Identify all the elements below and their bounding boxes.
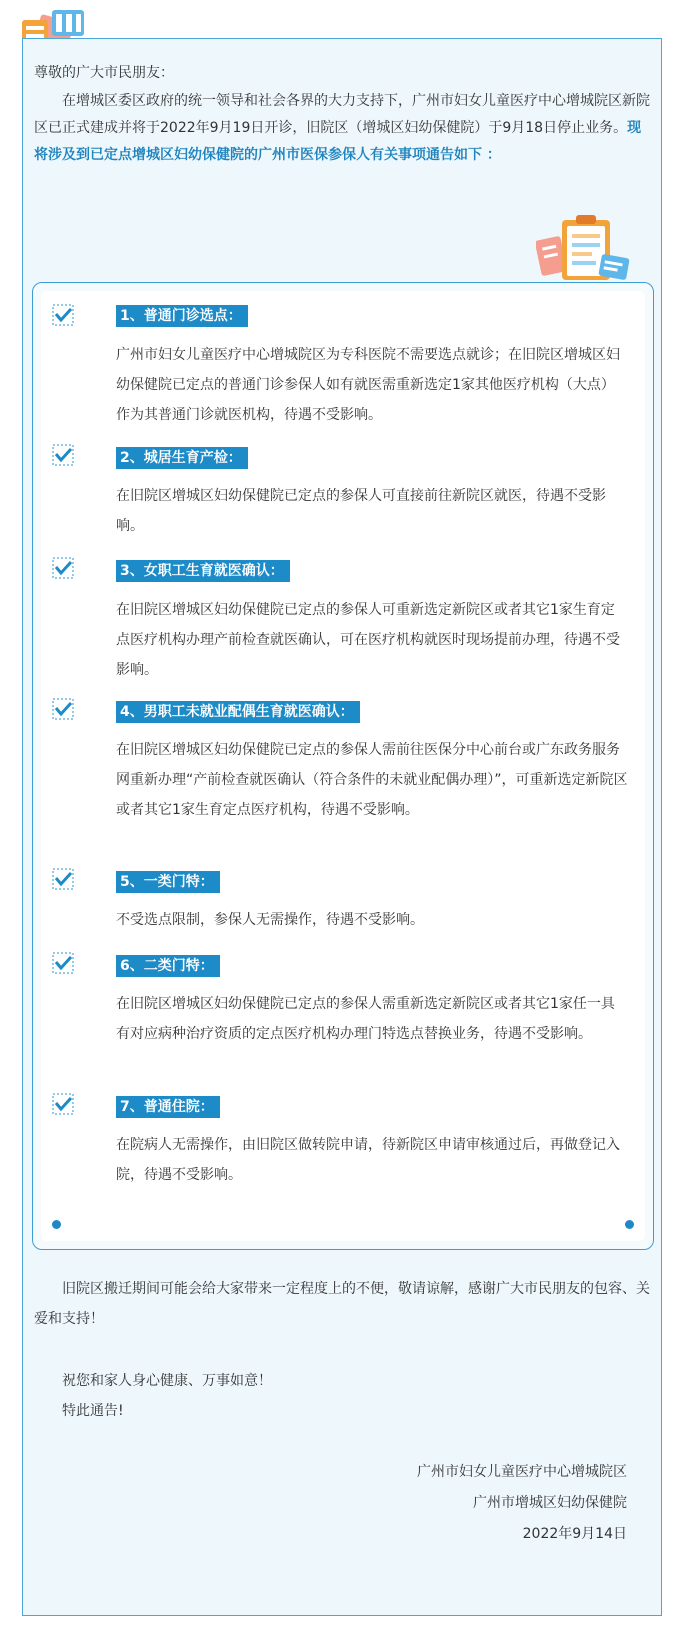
section-title-3: 3、女职工生育就医确认：: [116, 560, 290, 582]
section-title-1: 1、普通门诊选点：: [116, 305, 248, 327]
signature-date: 2022年9月14日: [522, 1526, 627, 1542]
section-title-7: 7、普通住院：: [116, 1096, 220, 1118]
section-body-4: 在旧院区增城区妇幼保健院已定点的参保人需前往医保分中心前台或广东政务服务网重新办理“产前检查就医确认（符合条件的未就业配偶办理）”，可重新选定新院区或者其它1家生育定点医疗机构，待遇不受影响。: [116, 742, 628, 818]
intro-paragraph: [34, 88, 654, 169]
check-icon: [52, 557, 74, 579]
section-title-6: 6、二类门特：: [116, 955, 220, 977]
check-icon: [52, 698, 74, 720]
dot-right: [625, 1220, 634, 1229]
check-icon: [52, 304, 74, 326]
section-title-5: 5、一类门特：: [116, 871, 220, 893]
section-title-2: 2、城居生育产检：: [116, 447, 248, 469]
section-body-7: 在院病人无需操作，由旧院区做转院申请，待新院区申请审核通过后，再做登记入院，待遇不受影响。: [116, 1137, 620, 1183]
intro-highlight: 现将涉及到已定点增城区妇幼保健院的广州市医保参保人有关事项通告如下 ：: [34, 120, 642, 163]
check-icon: [52, 1093, 74, 1115]
section-body-5: 不受选点限制，参保人无需操作，待遇不受影响。: [116, 912, 424, 928]
signature-hospital: 广州市妇女儿童医疗中心增城院区: [417, 1464, 627, 1480]
wish-line-2: 特此通告!: [62, 1403, 124, 1419]
check-icon: [52, 444, 74, 466]
signature-institute: 广州市增城区妇幼保健院: [473, 1495, 627, 1511]
check-icon: [52, 952, 74, 974]
greeting: 尊敬的广大市民朋友：: [34, 65, 174, 81]
section-title-4: 4、男职工未就业配偶生育就医确认：: [116, 701, 360, 723]
check-icon: [52, 868, 74, 890]
section-body-6: 在旧院区增城区妇幼保健院已定点的参保人需重新选定新院区或者其它1家任一具有对应病种治疗资质的定点医疗机构办理门特选点替换业务，待遇不受影响。: [116, 996, 615, 1042]
wish-line-1: 祝您和家人身心健康、万事如意！: [62, 1373, 272, 1389]
section-body-3: 在旧院区增城区妇幼保健院已定点的参保人可重新选定新院区或者其它1家生育定点医疗机构办理产前检查就医确认，可在医疗机构就医时现场提前办理，待遇不受影响。: [116, 602, 620, 678]
dot-left: [52, 1220, 61, 1229]
closing-paragraph: 旧院区搬迁期间可能会给大家带来一定程度上的不便，敬请谅解，感谢广大市民朋友的包容、关爱和支持！: [34, 1281, 650, 1327]
section-body-2: 在旧院区增城区妇幼保健院已定点的参保人可直接前往新院区就医，待遇不受影响。: [116, 488, 606, 534]
intro-text: 在增城区委区政府的统一领导和社会各界的大力支持下，广州市妇女儿童医疗中心增城院区新院区已正式建成并将于2022年9月19日开诊，旧院区（增城区妇幼保健院）于9月18日停止业务。: [34, 93, 650, 136]
clipboard-icon: [536, 212, 632, 284]
section-body-1: 广州市妇女儿童医疗中心增城院区为专科医院不需要选点就诊；在旧院区增城区妇幼保健院已定点的普通门诊参保人如有就医需重新选定1家其他医疗机构（大点）作为其普通门诊就医机构，待遇不受影响。: [116, 347, 620, 423]
